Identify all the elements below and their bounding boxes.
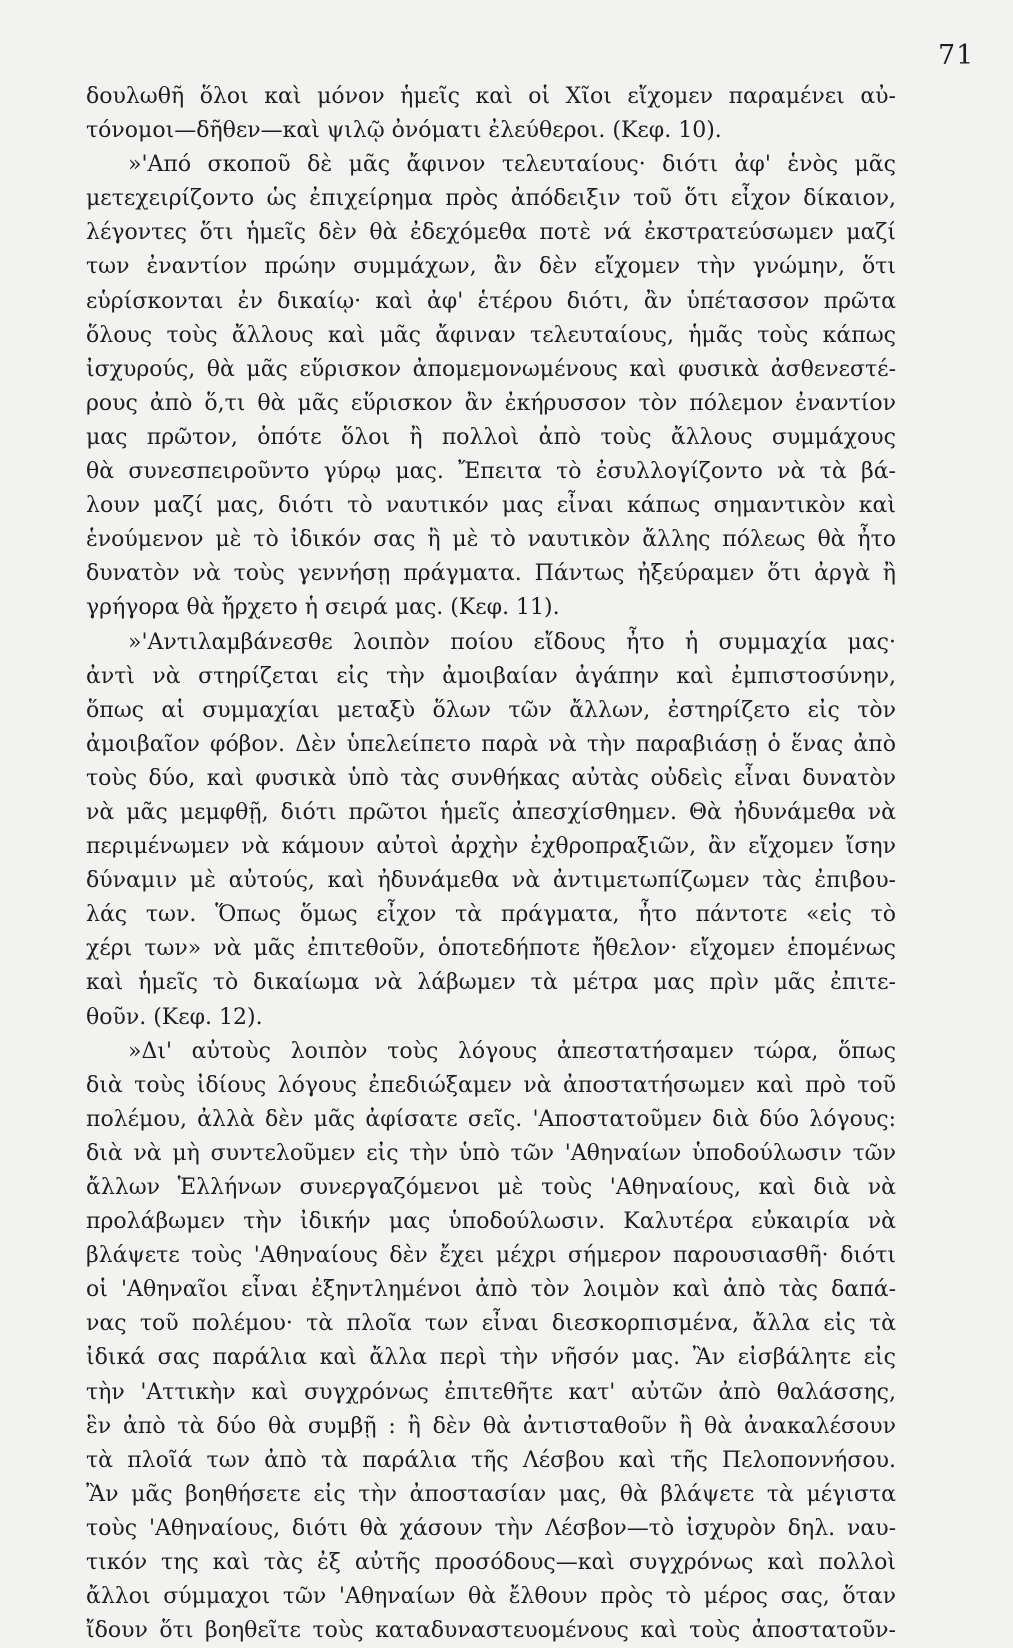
body-text bbox=[86, 80, 896, 1648]
text-line: οἱ 'Αθηναῖοι εἶναι ἐξηντλημένοι ἀπὸ τὸν λοιμὸν καὶ ἀπὸ τὰς δαπά- bbox=[86, 1277, 896, 1303]
text-line: εὑρίσκονται ἐν δικαίῳ· καὶ ἀφ' ἑτέρου διότι, ἂν ὑπέτασσον πρῶτα bbox=[86, 288, 896, 314]
text-line: »'Αντιλαμβάνεσθε λοιπὸν ποίου εἴδους ἦτο ἡ συμμαχία μας· bbox=[128, 629, 896, 655]
text-line: ἰσχυρούς, θὰ μᾶς εὕρισκον ἀπομεμονωμένους καὶ φυσικὰ ἀσθενεστέ- bbox=[86, 356, 896, 382]
text-line: θοῦν. (Κεφ. 12). bbox=[86, 1004, 263, 1030]
text-line: δύναμιν μὲ αὐτούς, καὶ ἠδυνάμεθα νὰ ἀντιμετωπίζωμεν τὰς ἐπιβου- bbox=[86, 868, 896, 894]
text-line: λουν μαζί μας, διότι τὸ ναυτικόν μας εἶναι κάπως σημαντικὸν καὶ bbox=[86, 493, 896, 519]
text-line: »'Από σκοποῦ δὲ μᾶς ἄφινον τελευταίους· διότι ἀφ' ἑνὸς μᾶς bbox=[128, 152, 896, 178]
page-number: 71 bbox=[938, 40, 975, 71]
text-line: ἄλλων Ἑλλήνων συνεργαζόμενοι μὲ τοὺς 'Αθηναίους, καὶ διὰ νὰ bbox=[86, 1175, 896, 1200]
text-line: τικόν της καὶ τὰς ἐξ αὐτῆς προσόδους—καὶ συγχρόνως καὶ πολλοὶ bbox=[86, 1550, 896, 1576]
text-line: ἀντὶ νὰ στηρίζεται εἰς τὴν ἀμοιβαίαν ἀγάπην καὶ ἐμπιστοσύνην, bbox=[86, 663, 896, 689]
text-line: ἀμοιβαῖον φόβον. Δὲν ὑπελείπετο παρὰ νὰ τὴν παραβιάσῃ ὁ ἕνας ἀπὸ bbox=[86, 731, 896, 757]
text-line: Ἂν μᾶς βοηθήσετε εἰς τὴν ἀποστασίαν μας, θὰ βλάψετε τὰ μέγιστα bbox=[86, 1481, 896, 1507]
text-line: ὅπως αἱ συμμαχίαι μεταξὺ ὅλων τῶν ἄλλων, ἐστηρίζετο εἰς τὸν bbox=[86, 697, 896, 723]
text-line: ἴδουν ὅτι βοηθεῖτε τοὺς καταδυναστευομένους καὶ τοὺς ἀποστατοῦν- bbox=[86, 1618, 896, 1644]
text-line: των ἐναντίον πρώην συμμάχων, ἂν δὲν εἴχομεν τὴν γνώμην, ὅτι bbox=[86, 254, 896, 280]
text-line: ἑνούμενον μὲ τὸ ἰδικόν σας ἢ μὲ τὸ ναυτικὸν ἄλλης πόλεως θὰ ἦτο bbox=[86, 527, 896, 553]
text-line: ἰδικά σας παράλια καὶ ἄλλα περὶ τὴν νῆσόν μας. Ἂν εἰσβάλητε εἰς bbox=[86, 1345, 896, 1371]
text-line: λάς των. Ὅπως ὅμως εἶχον τὰ πράγματα, ἦτο πάντοτε «εἰς τὸ bbox=[86, 902, 896, 928]
text-line: ρους ἀπὸ ὅ,τι θὰ μᾶς εὕρισκον ἂν ἐκήρυσσον τὸν πόλεμον ἐναντίον bbox=[86, 390, 896, 416]
text-line: χέρι των» νὰ μᾶς ἐπιτεθοῦν, ὁποτεδήποτε ἤθελον· εἴχομεν ἑπομένως bbox=[86, 936, 896, 962]
text-line: περιμένωμεν νὰ κάμουν αὐτοὶ ἀρχὴν ἐχθροπραξιῶν, ἂν εἴχομεν ἴσην bbox=[86, 834, 896, 860]
text-line: τόνομοι—δῆθεν—καὶ ψιλῷ ὀνόματι ἐλεύθεροι. (Κεφ. 10). bbox=[86, 118, 722, 144]
text-line: μετεχειρίζοντο ὡς ἐπιχείρημα πρὸς ἀπόδειξιν τοῦ ὅτι εἶχον δίκαιον, bbox=[86, 186, 896, 212]
text-line: ὅλους τοὺς ἄλλους καὶ μᾶς ἄφιναν τελευταίους, ἡμᾶς τοὺς κάπως bbox=[86, 322, 896, 348]
text-line: τοὺς 'Αθηναίους, διότι θὰ χάσουν τὴν Λέσβον—τὸ ἰσχυρὸν δηλ. ναυ- bbox=[86, 1515, 896, 1541]
text-line: θὰ συνεσπειροῦντο γύρῳ μας. Ἔπειτα τὸ ἐσυλλογίζοντο νὰ τὰ βά- bbox=[86, 459, 896, 485]
text-line: »Δι' αὐτοὺς λοιπὸν τοὺς λόγους ἀπεστατήσαμεν τώρα, ὅπως bbox=[128, 1038, 896, 1064]
text-line: ἄλλοι σύμμαχοι τῶν 'Αθηναίων θὰ ἔλθουν πρὸς τὸ μέρος σας, ὅταν bbox=[86, 1584, 896, 1610]
text-line: γρήγορα θὰ ἤρχετο ἡ σειρά μας. (Κεφ. 11). bbox=[86, 595, 560, 621]
text-line: βλάψετε τοὺς 'Αθηναίους δὲν ἔχει μέχρι σήμερον παρουσιασθῆ· διότι bbox=[86, 1243, 896, 1269]
text-line: καὶ ἡμεῖς τὸ δικαίωμα νὰ λάβωμεν τὰ μέτρα μας πρὶν μᾶς ἐπιτε- bbox=[86, 970, 896, 996]
text-line: πολέμου, ἀλλὰ δὲν μᾶς ἀφίσατε σεῖς. 'Αποστατοῦμεν διὰ δύο λόγους: bbox=[86, 1106, 896, 1132]
text-line: προλάβωμεν τὴν ἰδικήν μας ὑποδούλωσιν. Καλυτέρα εὐκαιρία νὰ bbox=[86, 1209, 896, 1235]
text-line: ἓν ἀπὸ τὰ δύο θὰ συμβῇ : ἢ δὲν θὰ ἀντισταθοῦν ἢ θὰ ἀνακαλέσουν bbox=[86, 1413, 896, 1439]
text-line: μας πρῶτον, ὁπότε ὅλοι ἢ πολλοὶ ἀπὸ τοὺς ἄλλους συμμάχους bbox=[86, 424, 896, 450]
text-line: τὴν 'Αττικὴν καὶ συγχρόνως ἐπιτεθῆτε κατ' αὐτῶν ἀπὸ θαλάσσης, bbox=[86, 1379, 896, 1405]
text-line: διὰ νὰ μὴ συντελοῦμεν εἰς τὴν ὑπὸ τῶν 'Αθηναίων ὑποδούλωσιν τῶν bbox=[86, 1140, 896, 1166]
text-line: δυνατὸν νὰ τοὺς γεννήσῃ πράγματα. Πάντως ἠξεύραμεν ὅτι ἀργὰ ἢ bbox=[86, 561, 896, 587]
text-line: λέγοντες ὅτι ἡμεῖς δὲν θὰ ἐδεχόμεθα ποτὲ νά ἐκστρατεύσωμεν μαζί bbox=[86, 220, 896, 246]
text-line: τοὺς δύο, καὶ φυσικὰ ὑπὸ τὰς συνθήκας αὐτὰς οὐδεὶς εἶναι δυνατὸν bbox=[86, 765, 896, 791]
text-line: τὰ πλοῖά των ἀπὸ τὰ παράλια τῆς Λέσβου καὶ τῆς Πελοποννήσου. bbox=[86, 1447, 896, 1473]
text-line: διὰ τοὺς ἰδίους λόγους ἐπεδιώξαμεν νὰ ἀποστατήσωμεν καὶ πρὸ τοῦ bbox=[86, 1072, 896, 1098]
text-line: νας τοῦ πολέμου· τὰ πλοῖα των εἶναι διεσκορπισμένα, ἄλλα εἰς τὰ bbox=[86, 1311, 896, 1337]
text-line: δουλωθῆ ὅλοι καὶ μόνον ἡμεῖς καὶ οἱ Χῖοι εἴχομεν παραμένει αὐ- bbox=[86, 84, 896, 109]
text-line: νὰ μᾶς μεμφθῇ, διότι πρῶτοι ἡμεῖς ἀπεσχίσθημεν. Θὰ ἠδυνάμεθα νὰ bbox=[86, 799, 896, 825]
